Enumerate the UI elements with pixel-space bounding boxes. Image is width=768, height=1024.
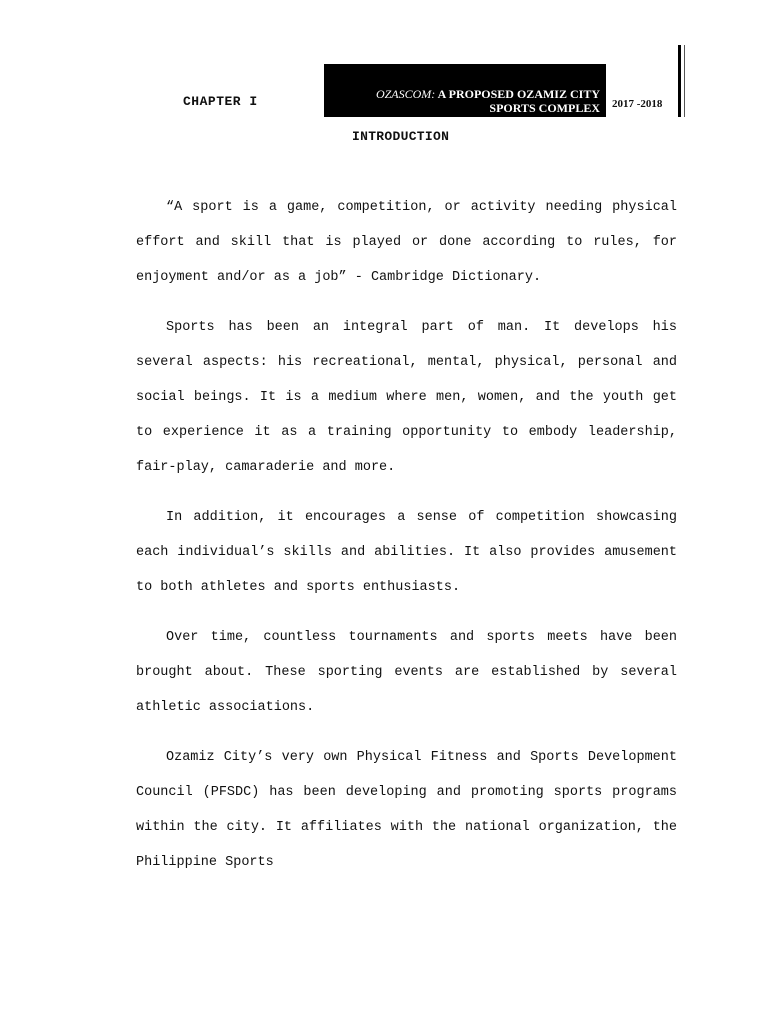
paragraph: Ozamiz City’s very own Physical Fitness and Sports Development Council (PFSDC) has been developing and promoting sports programs within the city. It affiliates with the national organization, the Philippine Sports xyxy=(136,750,677,870)
body-text xyxy=(136,190,677,895)
paragraph: Sports has been an integral part of man. It develops his several aspects: his recreational, mental, physical, personal and social beings. It is a medium where men, women, and the youth get to experience it as a training opportunity to embody leadership, fair-play, camaraderie and more. xyxy=(136,320,677,475)
paragraph: In addition, it encourages a sense of competition showcasing each individual’s skills and abilities. It also provides amusement to both athletes and sports enthusiasts. xyxy=(136,510,677,595)
header-divider-thick xyxy=(678,45,681,117)
paragraph: Over time, countless tournaments and sports meets have been brought about. These sporting events are established by several athletic associations. xyxy=(136,630,677,715)
paragraph: “A sport is a game, competition, or activity needing physical effort and skill that is played or done according to rules, for enjoyment and/or as a job” - Cambridge Dictionary. xyxy=(136,200,677,285)
banner-project-title: A PROPOSED OZAMIZ CITY SPORTS COMPLEX xyxy=(435,87,600,115)
chapter-label: CHAPTER I xyxy=(183,94,258,109)
academic-year: 2017 -2018 xyxy=(612,98,663,110)
header-banner xyxy=(324,64,606,117)
banner-project-name: OZASCOM: xyxy=(375,87,436,101)
section-title: INTRODUCTION xyxy=(352,129,450,144)
header-divider-thin xyxy=(684,45,685,117)
